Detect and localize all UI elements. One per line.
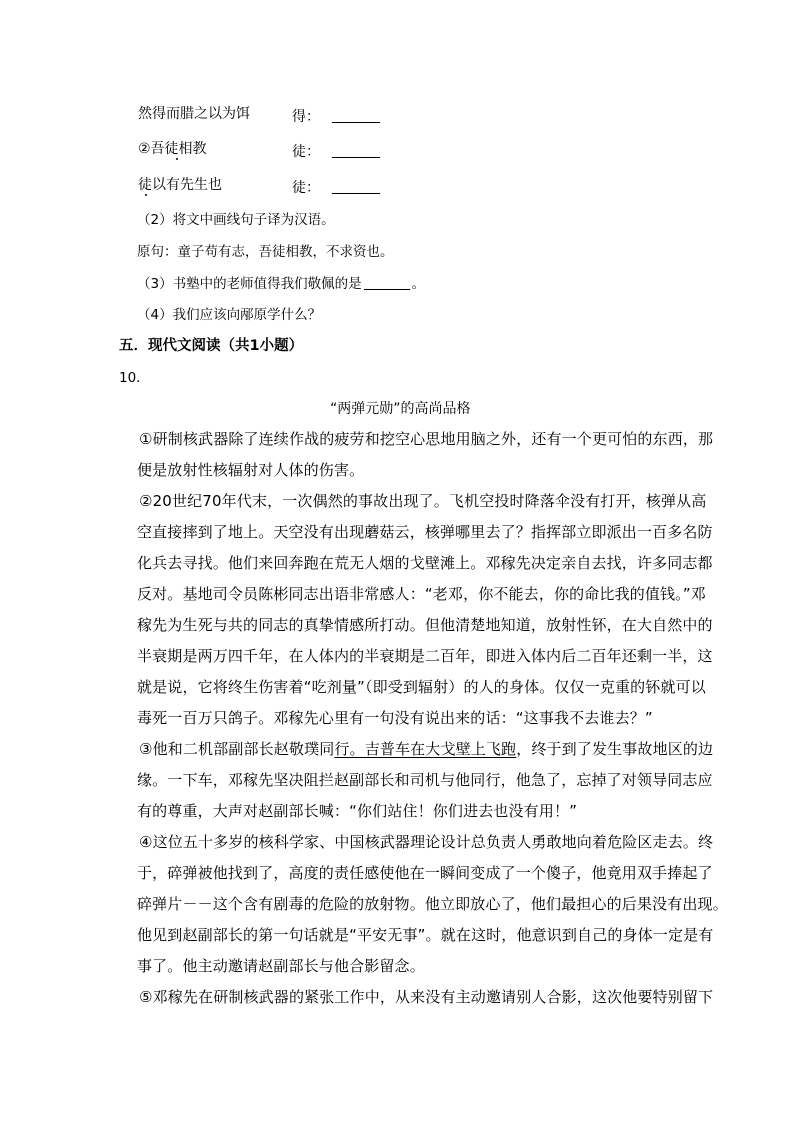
vocab-row-3-answer: 徒： xyxy=(292,177,380,197)
answer-blank[interactable] xyxy=(332,157,380,158)
vocab-row-1-phrase: 然得而腊之以为饵 xyxy=(138,106,250,122)
answer-blank[interactable] xyxy=(364,289,410,290)
question-4: （4）我们应该向邴原学什么？ xyxy=(137,307,322,323)
article-line: 他见到赵副部长的第一句话就是“平安无事”。就在这时，他意识到自己的身体一定是有 xyxy=(137,926,714,944)
article-line: 毒死一百万只鸽子。邓稼先心里有一句没有说出来的话：“这事我不去谁去？” xyxy=(137,709,653,727)
original-sentence: 原句：童子苟有志，吾徒相教，不求资也。 xyxy=(137,244,394,260)
article-line: 半衰期是两万四千年，在人体内的半衰期是二百年，即进入体内后二百年还剩一半，这 xyxy=(137,647,713,665)
section-heading: 五．现代文阅读（共1小题） xyxy=(119,338,304,354)
article-title: “两弹元勋”的高尚品格 xyxy=(330,401,471,417)
vocab-row-1-answer: 得： xyxy=(292,106,380,126)
article-line: 便是放射性核辐射对人体的伤害。 xyxy=(137,461,365,479)
article-line: 稼先为生死与共的同志的真挚情感所打动。但他清楚地知道，放射性钚，在大自然中的 xyxy=(137,616,713,634)
article-line: ④这位五十多岁的核科学家、中国核武器理论设计总负责人勇敢地向着危险区走去。终 xyxy=(139,833,714,851)
question-2: （2）将文中画线句子译为汉语。 xyxy=(137,212,335,228)
question-number: 10． xyxy=(119,370,150,386)
emphasis-dot-icon xyxy=(176,158,178,160)
article-line: 化兵去寻找。他们来回奔跑在荒无人烟的戈壁滩上。邓稼先决定亲自去找，许多同志都 xyxy=(137,554,713,572)
vocab-row-2-phrase: ②吾徒相教 xyxy=(138,141,207,157)
underlined-sentence: 行。吉普车在大戈壁上飞跑 xyxy=(334,740,517,758)
article-line: ①研制核武器除了连续作战的疲劳和挖空心思地用脑之外，还有一个更可怕的东西，那 xyxy=(139,430,714,448)
answer-blank[interactable] xyxy=(332,193,380,194)
vocab-row-3-phrase: 徒以有先生也 xyxy=(138,177,222,193)
answer-blank[interactable] xyxy=(332,122,380,123)
article-line: ⑤邓稼先在研制核武器的紧张工作中，从来没有主动邀请别人合影，这次他要特别留下 xyxy=(139,988,714,1006)
article-line: 反对。基地司令员陈彬同志出语非常感人：“老邓，你不能去，你的命比我的值钱。”邓 xyxy=(137,585,706,603)
article-line: 缘。一下车，邓稼先坚决阻拦赵副部长和司机与他同行，他急了，忘掉了对领导同志应 xyxy=(137,771,713,789)
vocab-row-2-answer: 徒： xyxy=(292,141,380,161)
article-line: 碎弹片－－这个含有剧毒的危险的放射物。他立即放心了，他们最担心的后果没有出现。 xyxy=(137,895,728,913)
article-line: 就是说，它将终生伤害着“吃剂量”（即受到辐射）的人的身体。仅仅一克重的钚就可以 xyxy=(137,678,706,696)
article-line: 事了。他主动邀请赵副部长与他合影留念。 xyxy=(137,957,425,975)
article-line: 于，碎弹被他找到了，高度的责任感使他在一瞬间变成了一个傻子，他竟用双手捧起了 xyxy=(137,864,713,882)
emphasis-dot-icon xyxy=(145,194,147,196)
article-line: ③他和二机部副部长赵敬璞同行。吉普车在大戈壁上飞跑，终于到了发生事故地区的边 xyxy=(139,740,714,758)
article-line: 有的尊重，大声对赵副部长喊：“你们站住！你们进去也没有用！” xyxy=(137,802,578,820)
article-line: ②20世纪70年代末，一次偶然的事故出现了。飞机空投时降落伞没有打开，核弹从高 xyxy=(139,492,707,510)
article-line: 空直接摔到了地上。天空没有出现蘑菇云，核弹哪里去了？指挥部立即派出一百多名防 xyxy=(137,523,713,541)
question-3: （3）书塾中的老师值得我们敬佩的是 。 xyxy=(137,276,426,292)
